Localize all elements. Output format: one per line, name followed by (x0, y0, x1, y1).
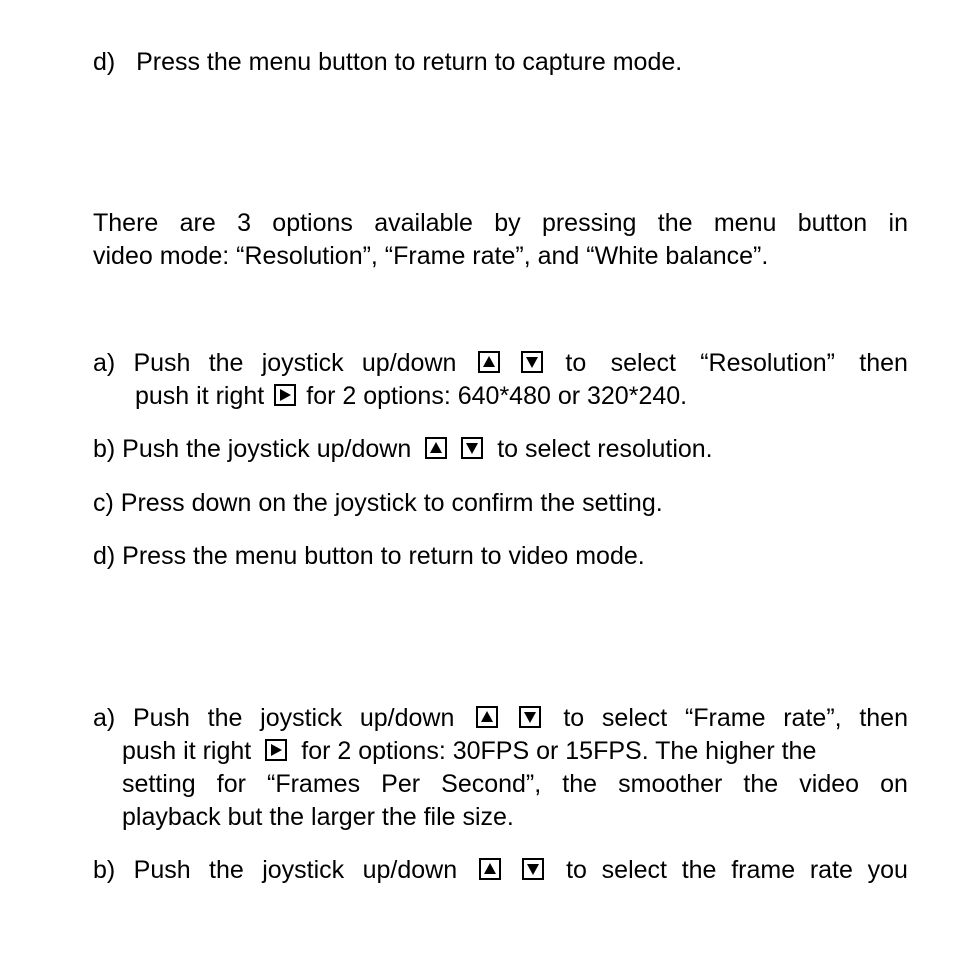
joystick-up-icon (479, 858, 501, 880)
video-intro-line2: video mode: “Resolution”, “Frame rate”, and “White balance”. (93, 242, 769, 270)
resolution-step-b (93, 435, 713, 463)
resolution-a-line2-after: for 2 options: 640*480 or 320*240. (306, 382, 688, 410)
word: the (681, 856, 717, 884)
resolution-a-line2-before: push it right (135, 382, 265, 410)
word: video (799, 770, 860, 798)
word: joystick (260, 704, 343, 732)
word: pressing (541, 209, 637, 237)
word: to (565, 349, 587, 377)
joystick-right-icon (274, 384, 296, 406)
word: to (566, 856, 587, 884)
framerate-a-line2-after: for 2 options: 30FPS or 15FPS. The higher the (301, 737, 817, 765)
capture-step-d: d) Press the menu button to return to capture mode. (93, 48, 683, 76)
word: by (494, 209, 521, 237)
word: Per (381, 770, 421, 798)
word: up/down (359, 704, 455, 732)
joystick-down-icon (519, 706, 541, 728)
word: There (93, 209, 159, 237)
word: on (880, 770, 908, 798)
joystick-right-icon (265, 739, 287, 761)
word: available (374, 209, 473, 237)
word: a) (93, 349, 116, 377)
word: “Frames (267, 770, 361, 798)
word: up/down (361, 349, 457, 377)
word: setting (122, 770, 196, 798)
video-intro-line1 (93, 209, 908, 237)
word: for (216, 770, 246, 798)
joystick-down-icon (522, 858, 544, 880)
word: smoother (618, 770, 723, 798)
word: Push (132, 704, 190, 732)
word: Push (133, 349, 191, 377)
word: Second”, (441, 770, 542, 798)
word: the (743, 770, 779, 798)
framerate-step-a-line4: playback but the larger the file size. (122, 803, 514, 831)
resolution-step-a-line2 (135, 382, 687, 410)
framerate-a-icons (476, 704, 541, 732)
word: then (859, 349, 908, 377)
resolution-b-after: to select resolution. (497, 435, 713, 463)
resolution-step-d: d) Press the menu button to return to video mode. (93, 542, 645, 570)
word: frame (731, 856, 796, 884)
joystick-down-icon (521, 351, 543, 373)
framerate-step-a-line3 (122, 770, 908, 798)
framerate-step-a-line1 (93, 704, 908, 732)
joystick-up-icon (425, 437, 447, 459)
framerate-a-line2-before: push it right (122, 737, 252, 765)
resolution-a-icons (478, 349, 543, 377)
resolution-a-before (93, 349, 456, 377)
resolution-step-a-line1 (93, 349, 908, 377)
word: a) (93, 704, 116, 732)
framerate-a-before (93, 704, 454, 732)
joystick-up-icon (476, 706, 498, 728)
resolution-step-c: c) Press down on the joystick to confirm the setting. (93, 489, 663, 517)
joystick-up-icon (478, 351, 500, 373)
word: the (562, 770, 598, 798)
framerate-a-after (563, 704, 908, 732)
word: the (208, 349, 244, 377)
word: in (888, 209, 908, 237)
word: the (207, 704, 243, 732)
framerate-b-icons (479, 856, 544, 884)
joystick-down-icon (461, 437, 483, 459)
word: joystick (262, 856, 345, 884)
framerate-b-before (93, 856, 457, 884)
resolution-a-after (565, 349, 908, 377)
word: 3 (237, 209, 251, 237)
resolution-b-before: b) Push the joystick up/down (93, 435, 412, 463)
word: you (867, 856, 908, 884)
word: “Resolution” (700, 349, 835, 377)
framerate-step-b (93, 856, 908, 884)
word: b) (93, 856, 116, 884)
word: the (209, 856, 244, 884)
word: are (179, 209, 216, 237)
word: Push (133, 856, 191, 884)
word: select (601, 704, 668, 732)
word: to (563, 704, 585, 732)
word: “Frame (684, 704, 766, 732)
framerate-step-a-line2 (122, 737, 816, 765)
word: select (601, 856, 667, 884)
word: joystick (261, 349, 344, 377)
word: menu (713, 209, 777, 237)
word: select (610, 349, 676, 377)
word: rate (809, 856, 853, 884)
word: up/down (362, 856, 458, 884)
word: rate”, (783, 704, 842, 732)
word: button (797, 209, 868, 237)
word: then (859, 704, 908, 732)
framerate-b-after (566, 856, 908, 884)
word: options (272, 209, 353, 237)
word: the (657, 209, 693, 237)
